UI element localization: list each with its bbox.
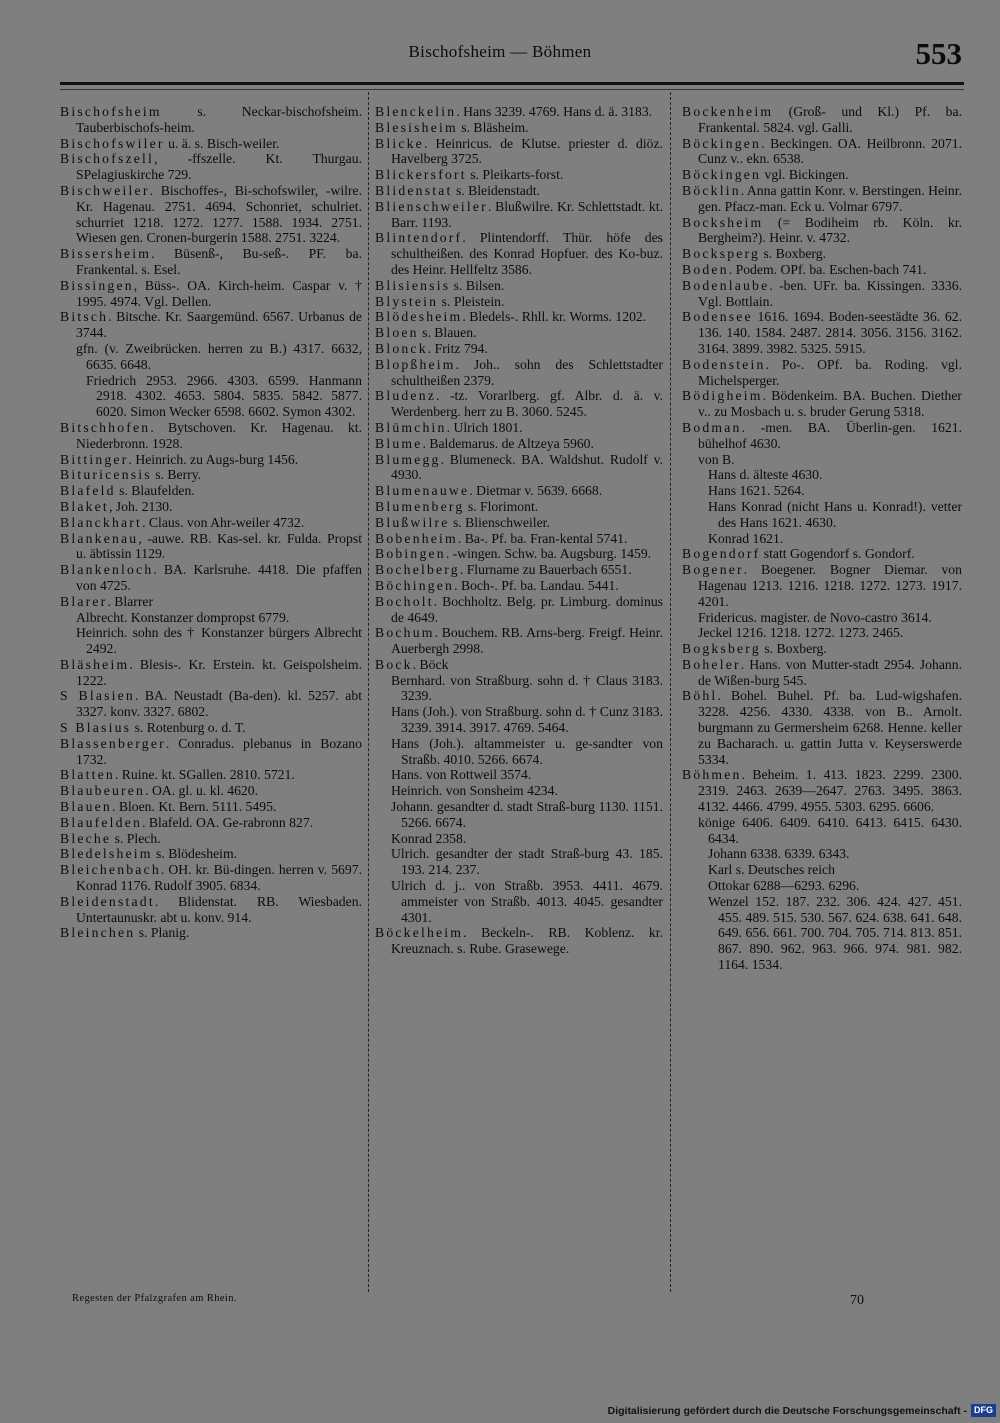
entry-lemma: Bodenstein xyxy=(682,356,766,372)
entry-text: . Hans 3239. 4769. Hans d. ä. 3183. xyxy=(456,104,653,119)
entry-text: , Joh. 2130. xyxy=(108,498,173,514)
index-entry xyxy=(375,831,663,847)
entry-text: s. Plech. xyxy=(111,830,161,846)
entry-text: s. Pleikarts-forst. xyxy=(466,167,564,183)
entry-lemma: Bodenlaube xyxy=(682,277,770,293)
entry-text: Bernhard. von Straßburg. sohn d. † Claus 3183. 3239. xyxy=(391,672,663,704)
entry-lemma: Blarer xyxy=(60,593,108,609)
entry-text: s. Pleistein. xyxy=(438,293,505,309)
index-entry xyxy=(60,625,362,657)
entry-text: Hans (Joh.). von Straßburg. sohn d. † Cunz 3183. 3239. 3914. 3917. 4769. 5464. xyxy=(391,704,663,736)
entry-lemma: Blystein xyxy=(375,293,439,309)
entry-text: . Blumeneck. BA. Waldshut. Rudolf v. 4930. xyxy=(391,451,663,483)
entry-text: Konrad 2358. xyxy=(391,830,467,846)
index-entry xyxy=(375,625,663,657)
index-entry xyxy=(375,657,663,673)
series-footer: Regesten der Pfalzgrafen am Rhein. xyxy=(72,1293,237,1304)
entry-text: . Podem. OPf. ba. Eschen-bach 741. xyxy=(728,261,927,277)
index-entry xyxy=(682,546,962,562)
entry-lemma: Böhmen xyxy=(682,767,742,783)
index-entry xyxy=(682,309,962,356)
index-entry xyxy=(375,436,663,452)
entry-lemma: Bludenz xyxy=(375,388,437,404)
entry-lemma: Böckelheim xyxy=(375,925,464,941)
entry-text: Albrecht. Konstanzer dompropst 6779. xyxy=(76,609,290,625)
entry-lemma: Böhl xyxy=(682,688,718,704)
entry-lemma: Bissersheim xyxy=(60,246,152,262)
index-entry xyxy=(682,531,962,547)
entry-text: . Ulrich 1801. xyxy=(446,419,523,435)
entry-text: s. Blauen. xyxy=(418,325,477,341)
entry-text: Ottokar 6288—6293. 6296. xyxy=(708,878,860,894)
entry-text: s. Boxberg. xyxy=(760,246,826,262)
entry-text: . Claus. von Ahr-weiler 4732. xyxy=(142,514,305,530)
entry-lemma: Blumenauwe xyxy=(375,483,470,499)
index-entry xyxy=(60,483,362,499)
index-entry xyxy=(682,452,962,468)
index-entry xyxy=(60,467,362,483)
entry-text: . Bledels-. Rhll. kr. Worms. 1202. xyxy=(462,309,647,325)
entry-lemma: Blödesheim xyxy=(375,309,463,325)
entry-text: . -tz. Vorarlberg. gf. Albr. d. ä. v. Werdenberg. herr zu B. 3060. 5245. xyxy=(391,388,663,420)
index-entry xyxy=(682,104,962,136)
entry-lemma: Blonck xyxy=(375,340,428,356)
entry-lemma: Bodman xyxy=(682,419,742,435)
entry-text: . Blafeld. OA. Ge-rabronn 827. xyxy=(142,814,314,830)
index-entry xyxy=(375,878,663,925)
entry-text: . OA. gl. u. kl. 4620. xyxy=(145,783,259,799)
entry-text: . Böck xyxy=(412,656,449,672)
index-entry xyxy=(60,452,362,468)
entry-lemma: Bitschhofen xyxy=(60,419,151,435)
index-entry xyxy=(60,104,362,136)
index-entry xyxy=(682,815,962,847)
entry-text: von B. xyxy=(698,451,735,467)
entry-lemma: Bogener xyxy=(682,562,744,578)
index-entry xyxy=(682,357,962,389)
index-entry xyxy=(60,831,362,847)
index-entry xyxy=(682,641,962,657)
entry-lemma: Bissingen xyxy=(60,277,134,293)
entry-lemma: Blatten xyxy=(60,767,115,783)
entry-lemma: Bischofszell xyxy=(60,151,155,167)
dfg-logo-icon: DFG xyxy=(971,1404,996,1417)
header-rule xyxy=(60,82,964,85)
index-entry xyxy=(682,215,962,247)
index-entry xyxy=(682,846,962,862)
entry-text: , Büss-. OA. Kirch-heim. Caspar v. † 1995. 4974. Vgl. Dellen. xyxy=(76,277,362,309)
entry-text: Ulrich d. j.. von Straßb. 3953. 4411. 4679. ammeister von Straßb. 4013. 4045. gesandter 4301. xyxy=(391,878,663,925)
entry-lemma: Böcklin xyxy=(682,182,741,198)
index-entry xyxy=(60,373,362,420)
index-entry xyxy=(60,815,362,831)
index-entry xyxy=(682,183,962,215)
funding-notice-text: Digitalisierung gefördert durch die Deutsche Forschungsgemeinschaft - xyxy=(607,1404,967,1417)
index-entry xyxy=(375,388,663,420)
entry-lemma: Blume xyxy=(375,435,423,451)
entry-text: . Heinricus. de Klutse. priester d. diöz. Havelberg 3725. xyxy=(391,135,663,167)
entry-text: könige 6406. 6409. 6410. 6413. 6415. 6430. 6434. xyxy=(698,814,962,846)
entry-lemma: S Blasien xyxy=(60,688,135,704)
page-number: 553 xyxy=(915,36,962,71)
entry-lemma: Bleche xyxy=(60,830,112,846)
entry-text: . Baldemarus. de Altzeya 5960. xyxy=(422,435,594,451)
index-entry xyxy=(682,167,962,183)
entry-text: . Hans. von Mutter-stadt 2954. Johann. de Wißen-burg 545. xyxy=(698,656,962,688)
index-entry xyxy=(375,531,663,547)
index-entry xyxy=(682,262,962,278)
entry-text: s. Neckar-bischofsheim. Tauberbischofs-heim. xyxy=(76,104,362,135)
index-entry xyxy=(682,388,962,420)
index-entry xyxy=(60,862,362,894)
entry-text: . Bischoffes-, Bi-schofswiler, -wilre. Kr. Hagenau. 2751. 4694. Schonriet, schulriet. schurriet 1218. 1272. 1277. 1588. 1934. 2751. Wiesen gen. Cronen-burgerin 1588. 2751. 3224. xyxy=(76,182,362,246)
folio-number: 70 xyxy=(850,1293,864,1308)
entry-lemma: Blauen xyxy=(60,799,112,815)
entry-text: Heinrich. von Sonsheim 4234. xyxy=(391,783,558,799)
entry-text: . Joh.. sohn des Schlettstadter schultheißen 2379. xyxy=(391,356,663,388)
entry-lemma: Bischofswiler xyxy=(60,135,165,151)
entry-lemma: Bochum xyxy=(375,625,435,641)
entry-text: 1616. 1694. Boden-seestädte 36. 62. 136. 140. 1584. 2487. 2814. 3056. 3156. 3162. 3164. 3899. 3982. 5325. 5915. xyxy=(698,309,962,356)
index-entry xyxy=(60,799,362,815)
index-entry xyxy=(682,625,962,641)
index-entry xyxy=(375,199,663,231)
index-entry xyxy=(375,578,663,594)
index-column-1 xyxy=(60,104,362,1299)
entry-text: . Bitsche. Kr. Saargemünd. 6567. Urbanus de 3744. xyxy=(76,309,362,341)
column-divider xyxy=(670,92,671,1292)
entry-lemma: Blintendorf xyxy=(375,230,463,246)
entry-text: s. Florimont. xyxy=(464,498,539,514)
index-entry xyxy=(60,531,362,563)
index-entry xyxy=(60,183,362,246)
entry-text: . Heinrich. zu Augs-burg 1456. xyxy=(128,451,299,467)
index-entry xyxy=(375,294,663,310)
entry-text: Hans. von Rottweil 3574. xyxy=(391,767,532,783)
entry-text: . Po-. OPf. ba. Roding. vgl. Michelsperger. xyxy=(698,356,962,388)
entry-text: . Dietmar v. 5639. 6668. xyxy=(469,483,603,499)
column-divider xyxy=(368,92,369,1292)
index-entry xyxy=(682,610,962,626)
entry-text: . Plintendorff. Thür. höfe des schultheißen. des Konrad Hopfuer. des Ko-buz. des Heinr. Hellfeltz 3586. xyxy=(391,230,663,277)
entry-lemma: Blankenloch xyxy=(60,562,154,578)
entry-text: Jeckel 1216. 1218. 1272. 1273. 2465. xyxy=(698,625,904,641)
index-entry xyxy=(375,278,663,294)
entry-text: . Beckingen. OA. Heilbronn. 2071. Cunz v.. ekn. 6538. xyxy=(698,135,962,167)
index-entry xyxy=(375,736,663,768)
entry-text: . Bohel. Buhel. Pf. ba. Lud-wigshafen. 3228. 4256. 4330. 4338. von B.. Arnolt. burgmann zu Germersheim 6268. Henne. keller zu Bacharach. u. gattin Jutta v. Keyserswerde 5334. xyxy=(698,688,962,767)
entry-text: s. Boxberg. xyxy=(760,641,827,657)
entry-text: . OH. kr. Bü-dingen. herren v. 5697. Konrad 1176. Rudolf 3905. 6834. xyxy=(76,862,362,894)
entry-lemma: Blicke xyxy=(375,135,424,151)
entry-text: . Ruine. kt. SGallen. 2810. 5721. xyxy=(114,767,295,783)
entry-lemma: Bituricensis xyxy=(60,467,152,483)
header-rule-thin xyxy=(60,89,964,90)
entry-lemma: Blopßheim xyxy=(375,356,456,372)
index-entry xyxy=(682,767,962,814)
index-entry xyxy=(60,151,362,183)
index-entry xyxy=(60,767,362,783)
index-column-3 xyxy=(682,104,962,1299)
entry-lemma: Blümchin xyxy=(375,419,447,435)
index-entry xyxy=(60,720,362,736)
entry-text: Hans 1621. 5264. xyxy=(708,483,805,499)
entry-lemma: Blesisheim xyxy=(375,119,458,135)
entry-text: s. Blödesheim. xyxy=(152,846,238,862)
index-entry xyxy=(60,136,362,152)
entry-text: s. Rotenburg o. d. T. xyxy=(131,720,246,736)
index-entry xyxy=(375,594,663,626)
entry-lemma: Bochelberg xyxy=(375,562,460,578)
entry-text: . BA. Neustadt (Ba-den). kl. 5257. abt 3327. konv. 3327. 6802. xyxy=(76,688,362,720)
entry-text: Hans (Joh.). altammeister u. ge-sandter von Straßb. 4010. 5266. 6674. xyxy=(391,735,663,767)
entry-text: s. Planig. xyxy=(135,925,190,941)
funding-notice xyxy=(608,1404,996,1417)
index-entry xyxy=(375,767,663,783)
index-entry xyxy=(375,562,663,578)
entry-lemma: Blienschweiler xyxy=(375,198,488,214)
entry-text: Wenzel 152. 187. 232. 306. 424. 427. 451. 455. 489. 515. 530. 567. 624. 638. 641. 648. 649. 656. 661. 700. 704. 705. 714. 813. 851. 867. 890. 962. 963. 966. 974. 981. 982. 1164. 1534. xyxy=(708,893,962,973)
index-entry xyxy=(60,688,362,720)
entry-text: . -wingen. Schw. ba. Augsburg. 1459. xyxy=(445,546,652,562)
index-entry xyxy=(60,610,362,626)
entry-lemma: Bloen xyxy=(375,325,419,341)
index-entry xyxy=(60,420,362,452)
entry-text: . Blußwilre. Kr. Schlettstadt. kt. Barr. 1193. xyxy=(391,198,663,230)
entry-text: Hans d. älteste 4630. xyxy=(708,467,823,483)
entry-lemma: Bleichenbach xyxy=(60,862,161,878)
entry-text: Fridericus. magister. de Novo-castro 3614. xyxy=(698,609,932,625)
entry-lemma: Bledelsheim xyxy=(60,846,153,862)
entry-text: . -men. BA. Überlin-gen. 1621. bühelhof 4630. xyxy=(698,419,962,451)
entry-text: vgl. Bickingen. xyxy=(761,167,849,183)
entry-text: s. Blienschweiler. xyxy=(449,514,550,530)
entry-text: Karl s. Deutsches reich xyxy=(708,862,835,878)
index-entry xyxy=(375,483,663,499)
index-entry xyxy=(60,246,362,278)
index-entry xyxy=(60,925,362,941)
entry-text: Friedrich 2953. 2966. 4303. 6599. Hanmann 2918. 4302. 4653. 5804. 5835. 5842. 5877. 6020. Simon Wecker 6598. 6602. Symon 4302. xyxy=(86,372,362,420)
index-entry xyxy=(682,657,962,689)
entry-text: gfn. (v. Zweibrücken. herren zu B.) 4317. 6632, 6635. 6648. xyxy=(76,340,362,372)
entry-text: s. Blaufelden. xyxy=(115,483,195,499)
index-entry xyxy=(60,594,362,610)
index-entry xyxy=(60,562,362,594)
entry-lemma: Bockenheim xyxy=(682,104,774,119)
entry-lemma: Blenckelin xyxy=(375,104,457,119)
entry-lemma: Blankenau xyxy=(60,530,139,546)
entry-lemma: Blaufelden xyxy=(60,814,143,830)
index-entry xyxy=(375,420,663,436)
index-entry xyxy=(60,736,362,768)
entry-lemma: Blickersfort xyxy=(375,167,467,183)
entry-lemma: Bitsch xyxy=(60,309,109,325)
entry-text: , -ffszelle. Kt. Thurgau. SPelagiuskirche 729. xyxy=(76,151,362,183)
entry-lemma: Blafeld xyxy=(60,483,116,499)
index-entry xyxy=(682,278,962,310)
entry-lemma: Blumenberg xyxy=(375,498,465,514)
entry-lemma: Boden xyxy=(682,261,729,277)
index-entry xyxy=(375,230,663,277)
entry-lemma: Bödigheim xyxy=(682,388,763,404)
entry-text: . Büsenß-, Bu-seß-. PF. ba. Frankental. s. Esel. xyxy=(76,246,362,277)
index-entry xyxy=(375,183,663,199)
index-entry xyxy=(682,420,962,452)
index-entry xyxy=(60,783,362,799)
index-entry xyxy=(60,341,362,373)
entry-lemma: Blidenstat xyxy=(375,182,453,198)
index-entry xyxy=(375,704,663,736)
entry-text: Hans Konrad (nicht Hans u. Konrad!). vetter des Hans 1621. 4630. xyxy=(708,498,962,530)
index-entry xyxy=(682,894,962,973)
index-entry xyxy=(375,499,663,515)
entry-text: . Beheim. 1. 413. 1823. 2299. 2300. 2319. 2463. 2639—2647. 2763. 3495. 3863. 4132. 4466. 4799. 4955. 5303. 6295. 6606. xyxy=(698,767,962,815)
entry-lemma: Bleinchen xyxy=(60,925,136,941)
index-entry xyxy=(682,878,962,894)
index-entry xyxy=(375,846,663,878)
entry-text: Konrad 1621. xyxy=(708,530,784,546)
entry-lemma: Bock xyxy=(375,656,413,672)
index-entry xyxy=(682,862,962,878)
entry-text: . Fritz 794. xyxy=(427,340,488,356)
index-entry xyxy=(375,136,663,168)
running-head: Bischofsheim — Böhmen xyxy=(408,42,592,61)
entry-lemma: Bogendorf xyxy=(682,546,761,562)
index-entry xyxy=(60,278,362,310)
entry-lemma: Blanckhart xyxy=(60,514,143,530)
entry-text: . Flurname zu Bauerbach 6551. xyxy=(459,562,632,578)
entry-lemma: Bobenheim xyxy=(375,530,458,546)
index-entry xyxy=(60,846,362,862)
entry-lemma: Blumegg xyxy=(375,451,441,467)
entry-text: Ulrich. gesandter der stadt Straß-burg 43. 185. 193. 214. 237. xyxy=(391,846,663,878)
entry-text: Johann. gesandter d. stadt Straß-burg 1130. 1151. 5266. 6674. xyxy=(391,799,663,830)
entry-lemma: Blaket xyxy=(60,498,109,514)
entry-text: . Boegener. Bogner Diemar. von Hagenau 1213. 1216. 1218. 1272. 1273. 1917. 4201. xyxy=(698,562,962,609)
entry-lemma: Bocksheim xyxy=(682,214,764,230)
entry-lemma: Bläsheim xyxy=(60,656,130,672)
entry-text: Johann 6338. 6339. 6343. xyxy=(708,846,850,862)
entry-lemma: Bodensee xyxy=(682,309,753,325)
index-entry xyxy=(375,925,663,957)
entry-text: . Blesis-. Kr. Erstein. kt. Geispolsheim. 1222. xyxy=(76,656,362,688)
entry-lemma: Blaubeuren xyxy=(60,783,146,799)
entry-text: (Groß- und Kl.) Pf. ba. Frankental. 5824. vgl. Galli. xyxy=(698,104,962,135)
entry-text: . Bouchem. RB. Arns-berg. Freigf. Heinr. Auerbergh 2998. xyxy=(391,625,663,657)
index-entry xyxy=(682,136,962,168)
entry-lemma: Böchingen xyxy=(375,577,455,593)
entry-text: . Anna gattin Konr. v. Berstingen. Heinr. gen. Pfacz-man. Eck u. Volmar 6797. xyxy=(698,182,962,214)
index-entry xyxy=(375,673,663,705)
entry-text: . Blidenstat. RB. Wiesbaden. Untertaunuskr. abt u. konv. 914. xyxy=(76,893,362,925)
entry-text: . Boch-. Pf. ba. Landau. 5441. xyxy=(454,577,619,593)
entry-text: , -auwe. RB. Kas-sel. kr. Fulda. Propst u. äbtissin 1129. xyxy=(76,530,362,562)
index-entry xyxy=(682,499,962,531)
index-entry xyxy=(60,894,362,926)
index-entry xyxy=(375,120,663,136)
index-entry xyxy=(375,799,663,831)
index-entry xyxy=(375,452,663,484)
index-entry xyxy=(375,167,663,183)
index-entry xyxy=(375,546,663,562)
entry-text: s. Bläsheim. xyxy=(457,119,529,135)
index-entry xyxy=(375,783,663,799)
entry-text: . Bödenkeim. BA. Buchen. Diether v.. zu Mosbach u. s. bruder Gerung 5318. xyxy=(698,388,962,420)
entry-text: s. Bleidenstadt. xyxy=(452,182,540,198)
entry-lemma: Bleidenstadt xyxy=(60,893,155,909)
entry-text: u. ä. s. Bisch-weiler. xyxy=(164,135,280,151)
entry-text: . -ben. UFr. ba. Kissingen. 3336. Vgl. Bottlain. xyxy=(698,277,962,309)
index-entry xyxy=(375,515,663,531)
entry-lemma: Bischofsheim xyxy=(60,104,162,119)
entry-text: . Bochholtz. Belg. pr. Limburg. dominus de 4649. xyxy=(391,593,663,625)
entry-lemma: Böckingen xyxy=(682,167,762,183)
index-entry xyxy=(375,309,663,325)
index-entry xyxy=(682,562,962,609)
entry-text: (= Bodiheim rb. Köln. kr. Bergheim?). Heinr. v. 4732. xyxy=(698,214,962,246)
entry-text: . Conradus. plebanus in Bozano 1732. xyxy=(76,735,362,767)
entry-lemma: Bogksberg xyxy=(682,641,761,657)
entry-text: . Bloen. Kt. Bern. 5111. 5495. xyxy=(111,799,277,815)
entry-lemma: Bocksperg xyxy=(682,246,761,262)
entry-lemma: S Blasius xyxy=(60,720,132,736)
entry-text: . BA. Karlsruhe. 4418. Die pfaffen von 4725. xyxy=(76,562,362,593)
index-entry xyxy=(60,657,362,689)
entry-text: . Blarrer xyxy=(107,593,154,609)
entry-text: s. Bilsen. xyxy=(450,277,505,293)
entry-lemma: Bocholt xyxy=(375,593,434,609)
index-entry xyxy=(60,309,362,341)
entry-lemma: Bobingen xyxy=(375,546,446,562)
index-entry xyxy=(682,688,962,767)
entry-text: . Beckeln-. RB. Koblenz. kr. Kreuznach. s. Rube. Grasewege. xyxy=(391,925,663,957)
index-entry xyxy=(375,357,663,389)
index-entry xyxy=(682,483,962,499)
entry-lemma: Bischweiler xyxy=(60,182,150,198)
entry-lemma: Böckingen xyxy=(682,135,762,151)
entry-text: Heinrich. sohn des † Konstanzer bürgers Albrecht 2492. xyxy=(76,625,362,657)
index-column-2 xyxy=(375,104,663,1299)
index-entry xyxy=(60,499,362,515)
entry-lemma: Blisiensis xyxy=(375,277,451,293)
entry-lemma: Bittinger xyxy=(60,451,129,467)
entry-text: . Bytschoven. Kr. Hagenau. kt. Niederbronn. 1928. xyxy=(76,419,362,451)
index-entry xyxy=(682,246,962,262)
index-entry xyxy=(682,467,962,483)
index-entry xyxy=(375,104,663,120)
entry-text: . Ba-. Pf. ba. Fran-kental 5741. xyxy=(457,530,628,546)
entry-text: s. Berry. xyxy=(151,467,202,483)
index-entry xyxy=(60,515,362,531)
entry-lemma: Blassenberger xyxy=(60,735,166,751)
entry-text: statt Gogendorf s. Gondorf. xyxy=(760,546,915,562)
entry-lemma: Boheler xyxy=(682,656,741,672)
index-entry xyxy=(375,341,663,357)
entry-lemma: Blußwilre xyxy=(375,514,450,530)
index-entry xyxy=(375,325,663,341)
